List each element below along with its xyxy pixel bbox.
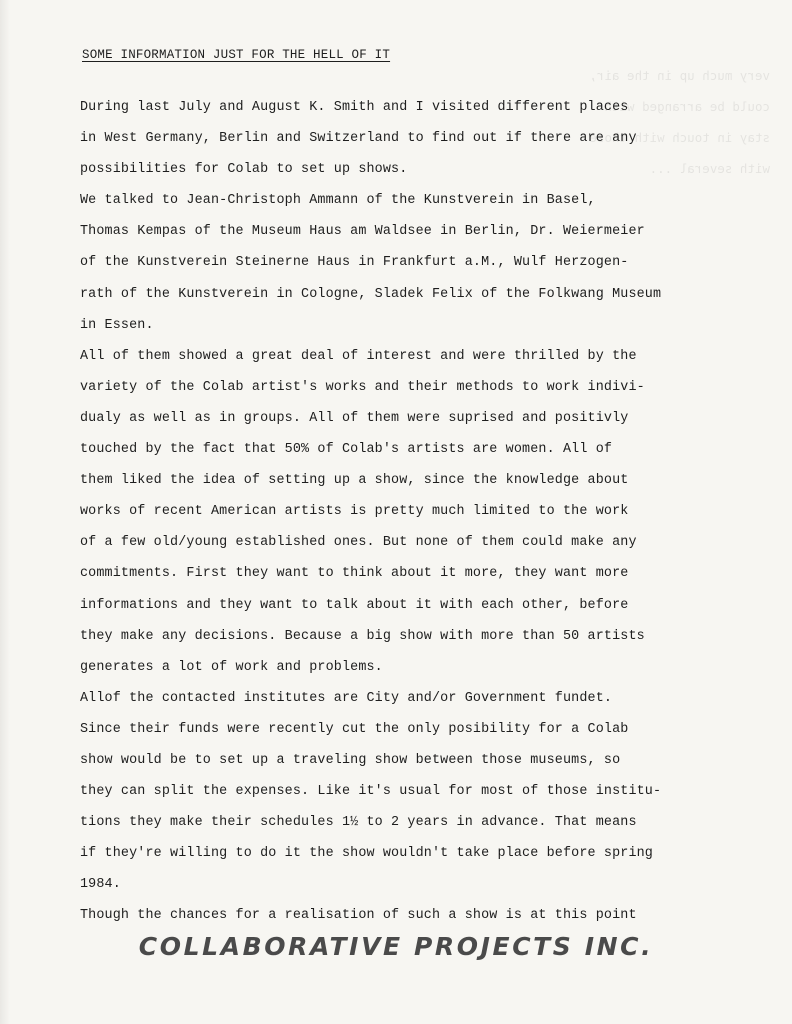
text-line: they make any decisions. Because a big show with more than 50 artists: [80, 628, 645, 644]
text-line: they can split the expenses. Like it's usual for most of those institu-: [80, 784, 662, 800]
text-line: touched by the fact that 50% of Colab's artists are women. All of: [80, 442, 613, 458]
text-line: variety of the Colab artist's works and their methods to work indivi-: [80, 379, 645, 395]
text-line: We talked to Jean-Christoph Ammann of the Kunstverein in Basel,: [80, 193, 596, 209]
text-line: 1984.: [80, 877, 121, 893]
document-heading: SOME INFORMATION JUST FOR THE HELL OF IT: [82, 48, 391, 62]
text-line: Since their funds were recently cut the only posibility for a Colab: [80, 721, 629, 737]
text-line: tions they make their schedules 1½ to 2 years in advance. That means: [80, 815, 637, 831]
text-line: possibilities for Colab to set up shows.: [80, 162, 408, 178]
text-line: Though the chances for a realisation of such a show is at this point: [80, 908, 637, 924]
page-edge-shadow: [0, 0, 10, 1024]
text-line: Allof the contacted institutes are City and/or Government fundet.: [80, 690, 613, 706]
text-line: dualy as well as in groups. All of them were suprised and positivly: [80, 410, 629, 426]
text-line: works of recent American artists is pretty much limited to the work: [80, 504, 629, 520]
text-line: if they're willing to do it the show wouldn't take place before spring: [80, 846, 653, 862]
bleed-through-text: very much up in the air, could be arranged with stay in touch with those with several ...: [589, 68, 770, 176]
letterhead-footer: COLLABORATIVE PROJECTS INC.: [138, 932, 654, 961]
text-line: in Essen.: [80, 317, 154, 333]
text-line: them liked the idea of setting up a show, since the knowledge about: [80, 473, 629, 489]
text-line: of the Kunstverein Steinerne Haus in Frankfurt a.M., Wulf Herzogen-: [80, 255, 629, 271]
text-line: informations and they want to talk about it with each other, before: [80, 597, 629, 613]
text-line: generates a lot of work and problems.: [80, 659, 383, 675]
text-line: During last July and August K. Smith and I visited different places: [80, 100, 629, 115]
text-line: rath of the Kunstverein in Cologne, Sladek Felix of the Folkwang Museum: [80, 286, 662, 302]
text-line: show would be to set up a traveling show between those museums, so: [80, 752, 621, 768]
text-line: Thomas Kempas of the Museum Haus am Waldsee in Berlin, Dr. Weiermeier: [80, 224, 645, 240]
text-line: All of them showed a great deal of interest and were thrilled by the: [80, 348, 637, 364]
text-line: in West Germany, Berlin and Switzerland to find out if there are any: [80, 131, 637, 147]
text-line: of a few old/young established ones. But none of them could make any: [80, 535, 637, 551]
typed-body-text: [80, 92, 770, 932]
text-line: commitments. First they want to think about it more, they want more: [80, 566, 629, 582]
